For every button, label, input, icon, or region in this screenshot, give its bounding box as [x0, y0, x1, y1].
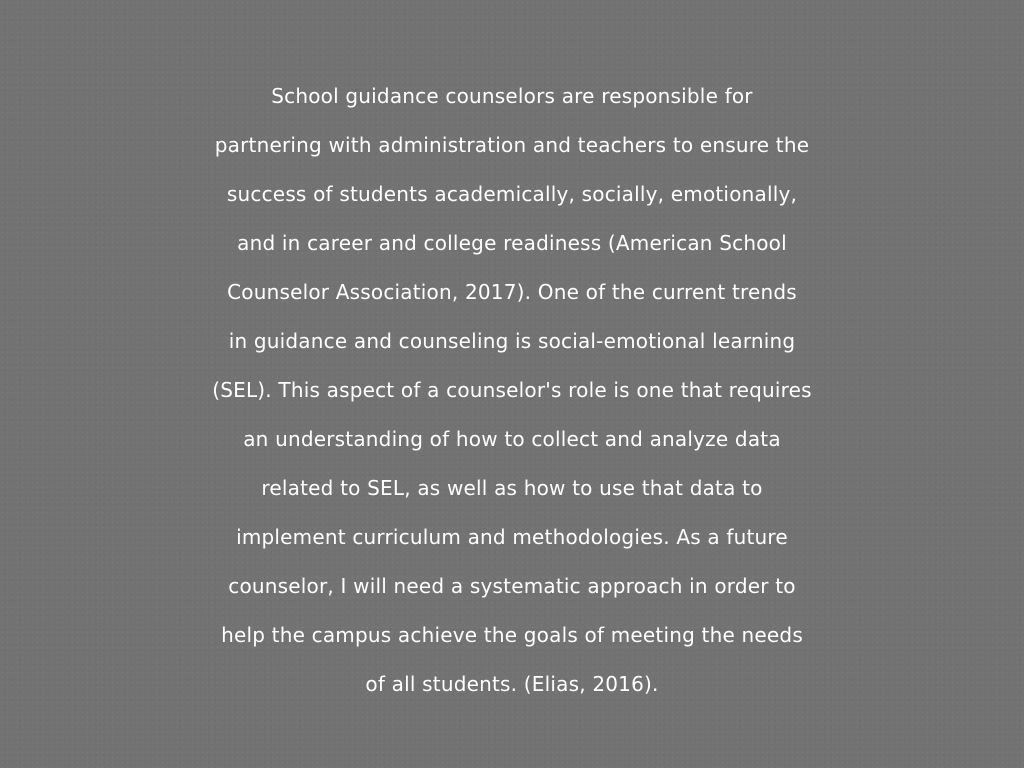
text-line: and in career and college readiness (American School — [237, 231, 787, 255]
text-line: success of students academically, socially, emotionally, — [226, 182, 798, 206]
text-line: (SEL). This aspect of a counselor's role is one that requires — [212, 378, 812, 402]
text-line: implement curriculum and methodologies. As a future — [236, 525, 788, 549]
text-line: School guidance counselors are responsible for — [271, 84, 753, 108]
text-line: Counselor Association, 2017). One of the current trends — [227, 280, 797, 304]
text-line: partnering with administration and teachers to ensure the — [214, 133, 810, 157]
text-line: counselor, I will need a systematic approach in order to — [228, 574, 796, 598]
slide-body-text — [0, 72, 1024, 709]
text-line: an understanding of how to collect and analyze data — [243, 427, 781, 451]
text-line: in guidance and counseling is social-emotional learning — [228, 329, 796, 353]
text-line: help the campus achieve the goals of meeting the needs — [221, 623, 803, 647]
text-line: related to SEL, as well as how to use that data to — [261, 476, 763, 500]
text-line: of all students. (Elias, 2016). — [365, 672, 659, 696]
